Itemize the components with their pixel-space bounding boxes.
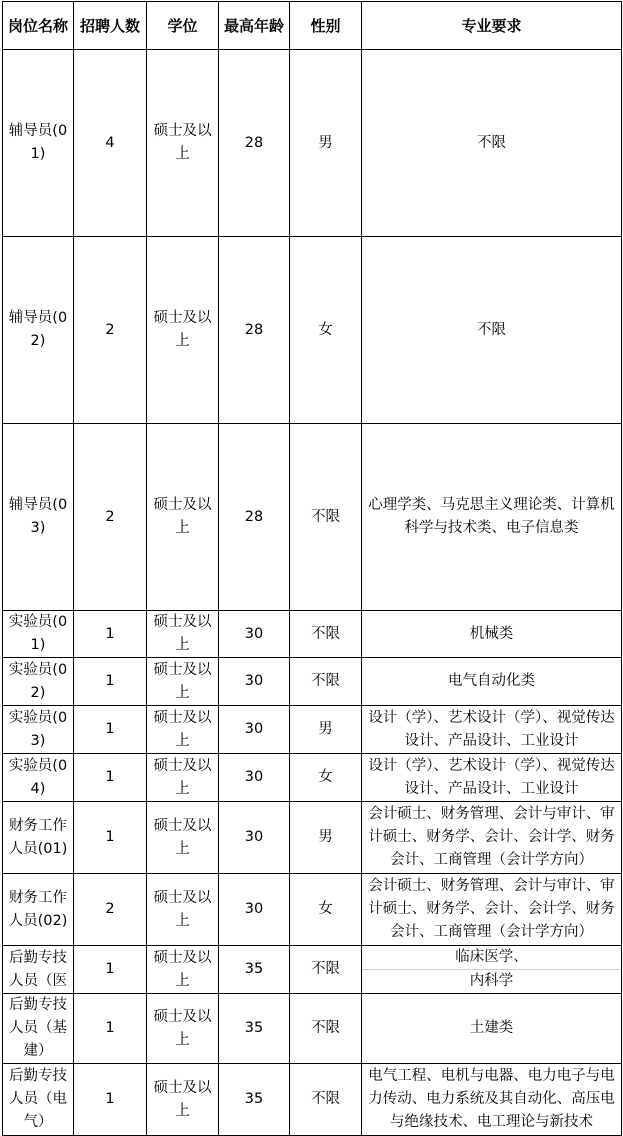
table-row <box>3 50 622 237</box>
cell-gender: 不限 <box>290 1064 362 1136</box>
cell-major <box>362 946 622 994</box>
cell-count: 4 <box>74 50 147 237</box>
cell-gender: 女 <box>290 874 362 946</box>
cell-count: 1 <box>74 706 147 754</box>
cell-major-line2: 内科学 <box>469 973 514 989</box>
cell-position: 辅导员(03) <box>3 424 74 611</box>
cell-major-line1: 临床医学、 <box>362 946 621 970</box>
header-degree: 学位 <box>147 2 219 50</box>
table-row <box>3 1064 622 1136</box>
cell-degree: 硕士及以上 <box>147 994 219 1064</box>
cell-count: 1 <box>74 658 147 706</box>
cell-degree: 硕士及以上 <box>147 946 219 994</box>
cell-major: 电气自动化类 <box>362 658 622 706</box>
cell-major: 电气工程、电机与电器、电力电子与电力传动、电力系统及其自动化、高压电与绝缘技术、电工理论与新技术 <box>362 1064 622 1136</box>
cell-position: 实验员(01) <box>3 611 74 658</box>
cell-degree: 硕士及以上 <box>147 658 219 706</box>
cell-max-age: 30 <box>219 706 290 754</box>
cell-gender: 不限 <box>290 994 362 1064</box>
cell-position: 财务工作人员(01) <box>3 802 74 874</box>
cell-max-age: 28 <box>219 424 290 611</box>
cell-position: 辅导员(02) <box>3 237 74 424</box>
cell-position: 后勤专技人员（基建） <box>3 994 74 1064</box>
cell-max-age: 30 <box>219 754 290 802</box>
cell-major: 不限 <box>362 237 622 424</box>
cell-gender: 不限 <box>290 658 362 706</box>
cell-major: 会计硕士、财务管理、会计与审计、审计硕士、财务学、会计、会计学、财务会计、工商管理（会计学方向） <box>362 802 622 874</box>
cell-degree: 硕士及以上 <box>147 754 219 802</box>
cell-count: 1 <box>74 946 147 994</box>
table-row <box>3 802 622 874</box>
cell-degree: 硕士及以上 <box>147 237 219 424</box>
cell-max-age: 30 <box>219 874 290 946</box>
cell-major: 设计（学）、艺术设计（学）、视觉传达设计、产品设计、工业设计 <box>362 754 622 802</box>
cell-gender: 男 <box>290 802 362 874</box>
cell-gender: 不限 <box>290 611 362 658</box>
table-row <box>3 874 622 946</box>
cell-count: 1 <box>74 754 147 802</box>
cell-position: 辅导员(01) <box>3 50 74 237</box>
cell-max-age: 30 <box>219 658 290 706</box>
cell-degree: 硕士及以上 <box>147 424 219 611</box>
table-row <box>3 658 622 706</box>
cell-major: 心理学类、马克思主义理论类、计算机科学与技术类、电子信息类 <box>362 424 622 611</box>
cell-max-age: 28 <box>219 50 290 237</box>
cell-count: 1 <box>74 611 147 658</box>
table-row <box>3 706 622 754</box>
cell-position: 实验员(04) <box>3 754 74 802</box>
cell-max-age: 28 <box>219 237 290 424</box>
cell-max-age: 30 <box>219 802 290 874</box>
cell-gender: 不限 <box>290 946 362 994</box>
cell-position: 实验员(03) <box>3 706 74 754</box>
table-row <box>3 237 622 424</box>
cell-gender: 女 <box>290 754 362 802</box>
cell-degree: 硕士及以上 <box>147 1064 219 1136</box>
cell-max-age: 35 <box>219 1064 290 1136</box>
header-row <box>3 2 622 50</box>
table-row <box>3 424 622 611</box>
header-max-age: 最高年龄 <box>219 2 290 50</box>
cell-degree: 硕士及以上 <box>147 50 219 237</box>
cell-count: 2 <box>74 237 147 424</box>
cell-gender: 女 <box>290 237 362 424</box>
cell-major: 机械类 <box>362 611 622 658</box>
recruitment-table <box>2 1 622 1136</box>
cell-count: 2 <box>74 424 147 611</box>
cell-count: 1 <box>74 1064 147 1136</box>
cell-major: 土建类 <box>362 994 622 1064</box>
cell-max-age: 35 <box>219 994 290 1064</box>
cell-count: 2 <box>74 874 147 946</box>
cell-degree: 硕士及以上 <box>147 611 219 658</box>
cell-position: 后勤专技人员（电气） <box>3 1064 74 1136</box>
table-row <box>3 994 622 1064</box>
table-row <box>3 754 622 802</box>
cell-position: 实验员(02) <box>3 658 74 706</box>
cell-position: 后勤专技人员（医 <box>3 946 74 994</box>
header-major: 专业要求 <box>362 2 622 50</box>
cell-gender: 男 <box>290 706 362 754</box>
cell-major: 会计硕士、财务管理、会计与审计、审计硕士、财务学、会计、会计学、财务会计、工商管理（会计学方向） <box>362 874 622 946</box>
cell-major: 不限 <box>362 50 622 237</box>
cell-gender: 不限 <box>290 424 362 611</box>
header-count: 招聘人数 <box>74 2 147 50</box>
cell-gender: 男 <box>290 50 362 237</box>
cell-degree: 硕士及以上 <box>147 874 219 946</box>
header-gender: 性别 <box>290 2 362 50</box>
cell-max-age: 30 <box>219 611 290 658</box>
cell-major: 设计（学）、艺术设计（学）、视觉传达设计、产品设计、工业设计 <box>362 706 622 754</box>
cell-degree: 硕士及以上 <box>147 706 219 754</box>
cell-count: 1 <box>74 994 147 1064</box>
cell-count: 1 <box>74 802 147 874</box>
table-row <box>3 611 622 658</box>
cell-max-age: 35 <box>219 946 290 994</box>
table-row <box>3 946 622 994</box>
cell-degree: 硕士及以上 <box>147 802 219 874</box>
header-position: 岗位名称 <box>3 2 74 50</box>
cell-position: 财务工作人员(02) <box>3 874 74 946</box>
